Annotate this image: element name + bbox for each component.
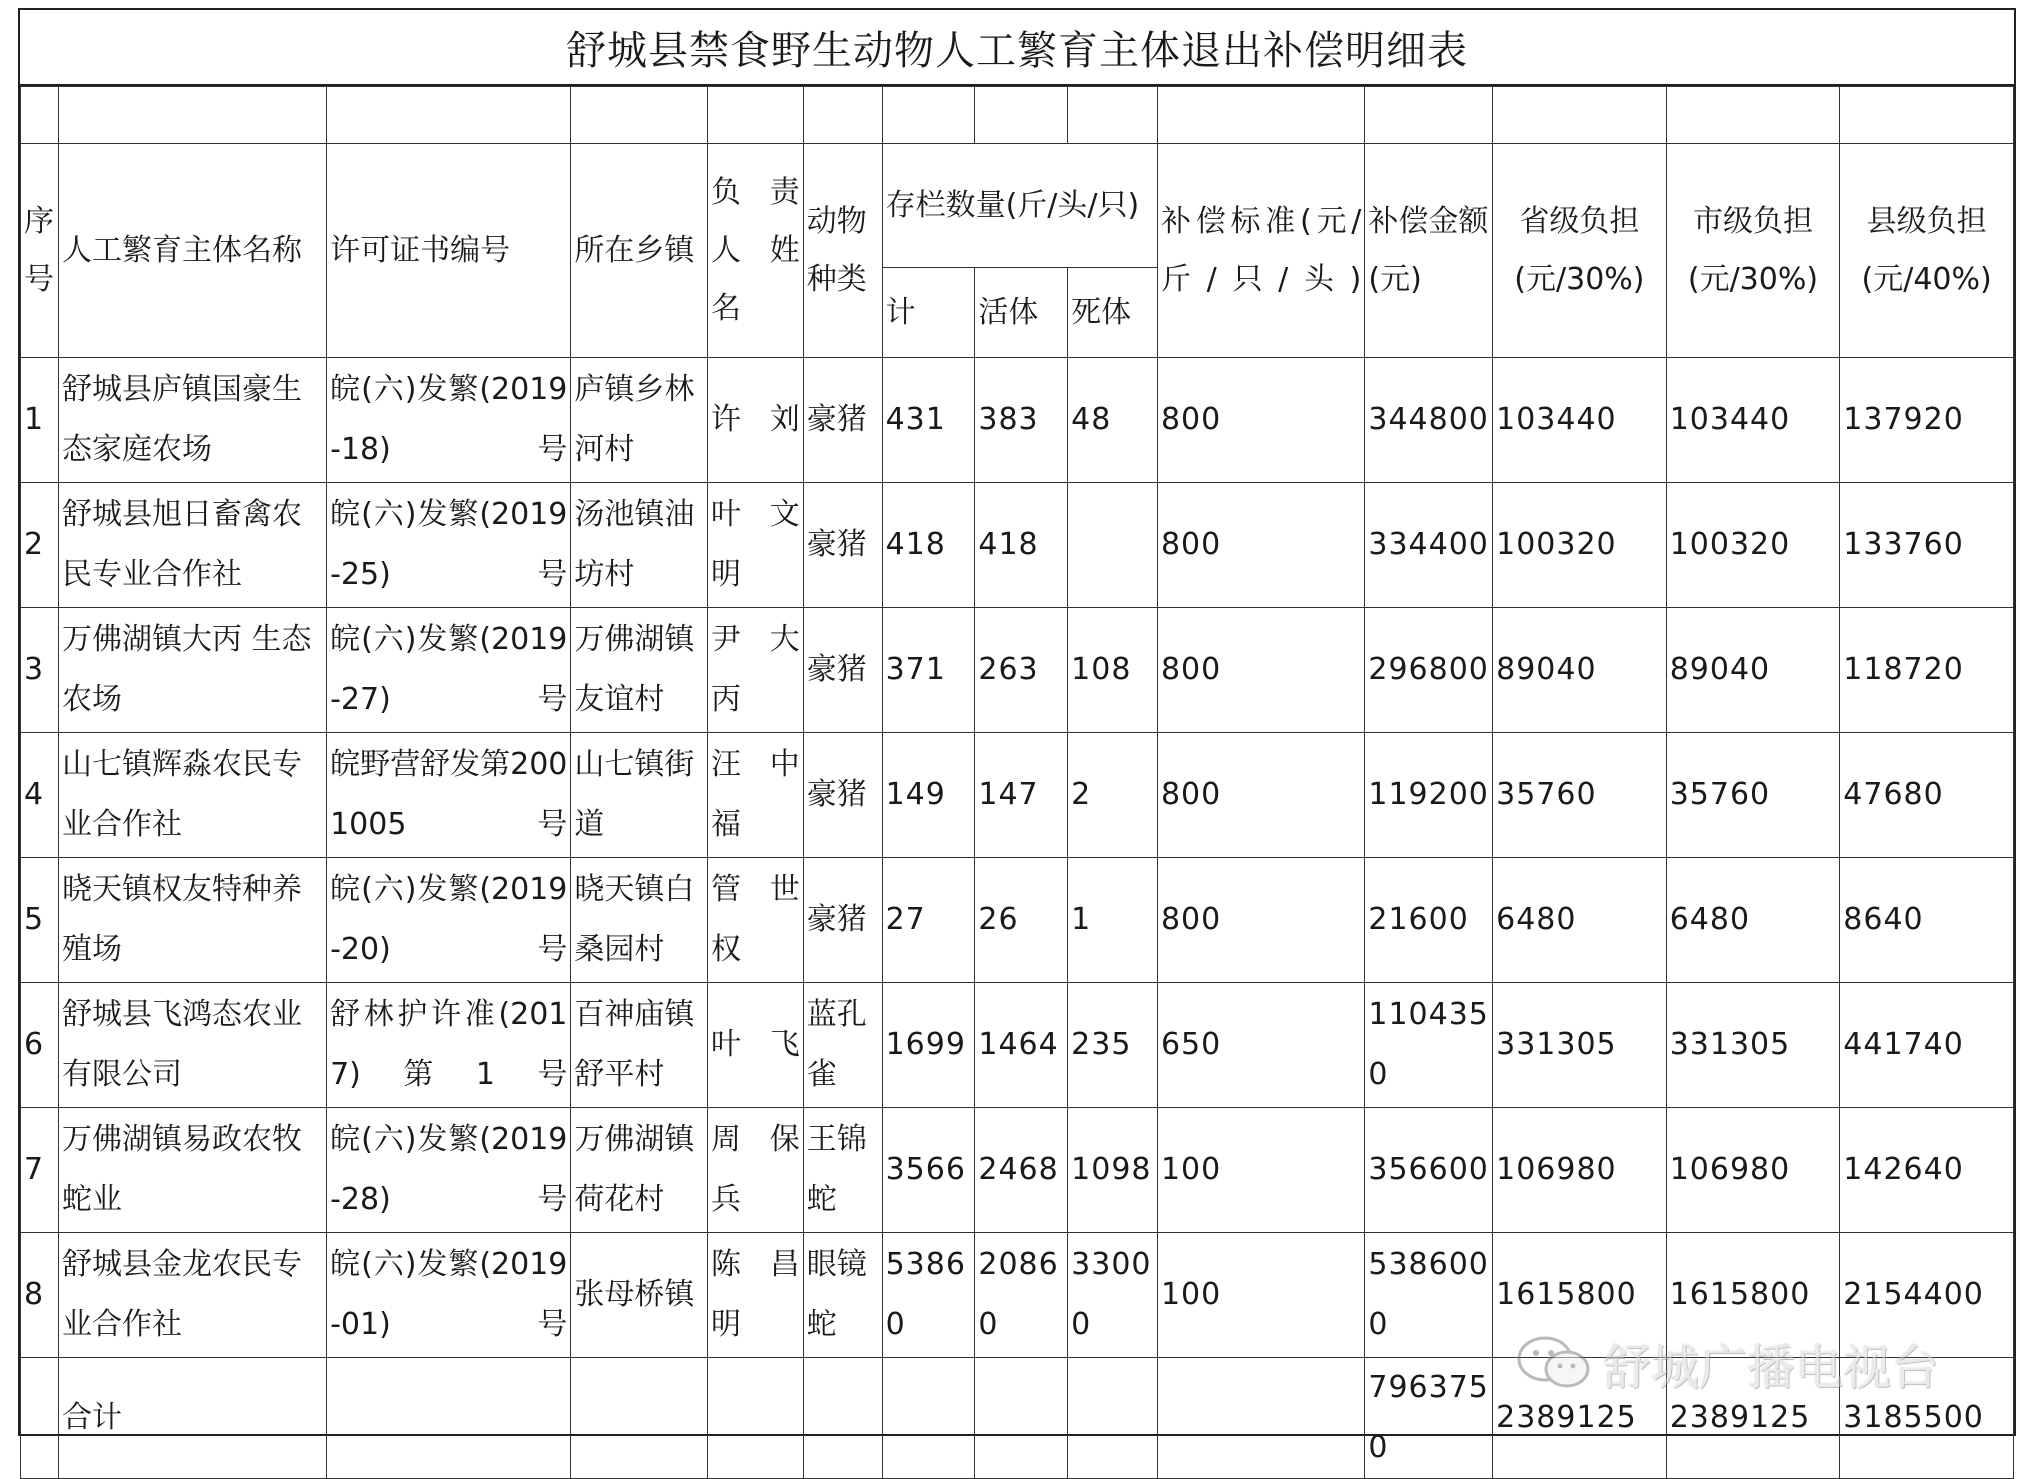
header-person: 负责人姓名 — [708, 144, 804, 358]
cell-dead: 2 — [1068, 733, 1158, 858]
cell-alive: 147 — [975, 733, 1068, 858]
header-seq: 序号 — [21, 144, 59, 358]
cell-species: 豪猪 — [803, 608, 882, 733]
cell-standard: 100 — [1157, 1108, 1364, 1233]
header-alive: 活体 — [975, 268, 1068, 358]
cell-prov: 89040 — [1493, 608, 1667, 733]
cell-person: 叶飞 — [708, 983, 804, 1108]
cell-seq: 7 — [21, 1108, 59, 1233]
cell-seq: 3 — [21, 608, 59, 733]
cell-name: 舒城县飞鸿态农业有限公司 — [58, 983, 326, 1108]
cell-county: 137920 — [1840, 358, 2014, 483]
cell-seq: 8 — [21, 1233, 59, 1358]
cell-species: 眼镜蛇 — [803, 1233, 882, 1358]
cell-amount: 119200 — [1365, 733, 1493, 858]
cell-city: 331305 — [1666, 983, 1840, 1108]
cell-amount: 1104350 — [1365, 983, 1493, 1108]
cell-standard: 800 — [1157, 483, 1364, 608]
header-city: 市级负担(元/30%) — [1666, 144, 1840, 358]
cell-license: 皖(六)发繁(2019-01)号 — [327, 1233, 571, 1358]
cell-name: 舒城县金龙农民专业合作社 — [58, 1233, 326, 1358]
cell-city: 6480 — [1666, 858, 1840, 983]
cell-seq: 4 — [21, 733, 59, 858]
cell-person: 管世权 — [708, 858, 804, 983]
cell-town: 庐镇乡林河村 — [571, 358, 708, 483]
cell-county: 441740 — [1840, 983, 2014, 1108]
blank-row — [21, 87, 2014, 144]
cell-license: 皖(六)发繁(2019-18)号 — [327, 358, 571, 483]
cell-prov: 103440 — [1493, 358, 1667, 483]
cell-county: 133760 — [1840, 483, 2014, 608]
cell-name: 舒城县庐镇国豪生态家庭农场 — [58, 358, 326, 483]
cell-alive: 383 — [975, 358, 1068, 483]
cell-county: 118720 — [1840, 608, 2014, 733]
header-total: 计 — [882, 268, 975, 358]
document-page — [18, 8, 2016, 1465]
table-row — [21, 483, 2014, 608]
cell-town: 汤池镇油坊村 — [571, 483, 708, 608]
header-row-1 — [21, 144, 2014, 268]
cell-prov: 1615800 — [1493, 1233, 1667, 1358]
cell-alive: 418 — [975, 483, 1068, 608]
cell-prov: 106980 — [1493, 1108, 1667, 1233]
header-county: 县级负担(元/40%) — [1840, 144, 2014, 358]
cell-amount: 296800 — [1365, 608, 1493, 733]
cell-town: 山七镇街道 — [571, 733, 708, 858]
cell-seq: 1 — [21, 358, 59, 483]
cell-amount: 21600 — [1365, 858, 1493, 983]
header-dead: 死体 — [1068, 268, 1158, 358]
cell-species: 蓝孔雀 — [803, 983, 882, 1108]
cell-total: 1699 — [882, 983, 975, 1108]
cell-person: 汪中福 — [708, 733, 804, 858]
cell-prov: 331305 — [1493, 983, 1667, 1108]
cell-person: 叶文明 — [708, 483, 804, 608]
header-license: 许可证书编号 — [327, 144, 571, 358]
table-row — [21, 608, 2014, 733]
cell-total: 27 — [882, 858, 975, 983]
cell-species: 豪猪 — [803, 358, 882, 483]
cell-prov: 6480 — [1493, 858, 1667, 983]
cell-dead: 33000 — [1068, 1233, 1158, 1358]
cell-county: 2154400 — [1840, 1233, 2014, 1358]
cell-city: 106980 — [1666, 1108, 1840, 1233]
cell-standard: 800 — [1157, 733, 1364, 858]
total-county: 3185500 — [1840, 1358, 2014, 1479]
cell-total: 371 — [882, 608, 975, 733]
table-row — [21, 983, 2014, 1108]
header-name: 人工繁育主体名称 — [58, 144, 326, 358]
header-town: 所在乡镇 — [571, 144, 708, 358]
cell-town: 张母桥镇 — [571, 1233, 708, 1358]
cell-standard: 800 — [1157, 608, 1364, 733]
cell-seq: 2 — [21, 483, 59, 608]
cell-person: 周保兵 — [708, 1108, 804, 1233]
cell-town: 万佛湖镇荷花村 — [571, 1108, 708, 1233]
cell-seq: 5 — [21, 858, 59, 983]
total-city: 2389125 — [1666, 1358, 1840, 1479]
cell-alive: 2468 — [975, 1108, 1068, 1233]
cell-town: 百神庙镇舒平村 — [571, 983, 708, 1108]
cell-dead: 1098 — [1068, 1108, 1158, 1233]
table-row — [21, 1233, 2014, 1358]
table-title: 舒城县禁食野生动物人工繁育主体退出补偿明细表 — [20, 10, 2014, 86]
cell-standard: 800 — [1157, 358, 1364, 483]
cell-city: 35760 — [1666, 733, 1840, 858]
cell-name: 山七镇辉淼农民专业合作社 — [58, 733, 326, 858]
cell-seq: 6 — [21, 983, 59, 1108]
cell-alive: 26 — [975, 858, 1068, 983]
header-standard: 补偿标准(元/斤/只/头) — [1157, 144, 1364, 358]
total-row — [21, 1358, 2014, 1479]
cell-town: 晓天镇白桑园村 — [571, 858, 708, 983]
cell-city: 1615800 — [1666, 1233, 1840, 1358]
header-species: 动物种类 — [803, 144, 882, 358]
cell-city: 100320 — [1666, 483, 1840, 608]
compensation-table — [20, 86, 2014, 1479]
cell-amount: 356600 — [1365, 1108, 1493, 1233]
cell-dead: 235 — [1068, 983, 1158, 1108]
table-row — [21, 858, 2014, 983]
cell-amount: 334400 — [1365, 483, 1493, 608]
cell-county: 8640 — [1840, 858, 2014, 983]
table-row — [21, 733, 2014, 858]
cell-name: 晓天镇权友特种养殖场 — [58, 858, 326, 983]
cell-total: 431 — [882, 358, 975, 483]
header-prov: 省级负担(元/30%) — [1493, 144, 1667, 358]
cell-city: 89040 — [1666, 608, 1840, 733]
cell-person: 尹大丙 — [708, 608, 804, 733]
cell-license: 皖(六)发繁(2019-27)号 — [327, 608, 571, 733]
cell-license: 皖(六)发繁(2019-20)号 — [327, 858, 571, 983]
cell-city: 103440 — [1666, 358, 1840, 483]
cell-dead: 1 — [1068, 858, 1158, 983]
cell-dead: 108 — [1068, 608, 1158, 733]
cell-license: 皖(六)发繁(2019-28)号 — [327, 1108, 571, 1233]
cell-total: 418 — [882, 483, 975, 608]
total-label: 合计 — [58, 1358, 326, 1479]
cell-species: 豪猪 — [803, 733, 882, 858]
cell-county: 142640 — [1840, 1108, 2014, 1233]
total-prov: 2389125 — [1493, 1358, 1667, 1479]
cell-dead — [1068, 483, 1158, 608]
cell-amount: 344800 — [1365, 358, 1493, 483]
cell-alive: 263 — [975, 608, 1068, 733]
cell-standard: 100 — [1157, 1233, 1364, 1358]
cell-dead: 48 — [1068, 358, 1158, 483]
cell-species: 王锦蛇 — [803, 1108, 882, 1233]
cell-prov: 100320 — [1493, 483, 1667, 608]
cell-species: 豪猪 — [803, 483, 882, 608]
header-stock: 存栏数量(斤/头/只) — [882, 144, 1157, 268]
cell-alive: 20860 — [975, 1233, 1068, 1358]
cell-license: 舒林护许准(2017)第1号 — [327, 983, 571, 1108]
cell-amount: 5386000 — [1365, 1233, 1493, 1358]
table-row — [21, 358, 2014, 483]
cell-standard: 800 — [1157, 858, 1364, 983]
cell-total: 149 — [882, 733, 975, 858]
cell-name: 舒城县旭日畜禽农民专业合作社 — [58, 483, 326, 608]
header-amount: 补偿金额(元) — [1365, 144, 1493, 358]
cell-person: 许刘 — [708, 358, 804, 483]
cell-species: 豪猪 — [803, 858, 882, 983]
cell-total: 3566 — [882, 1108, 975, 1233]
cell-alive: 1464 — [975, 983, 1068, 1108]
cell-name: 万佛湖镇大丙 生态农场 — [58, 608, 326, 733]
cell-total: 53860 — [882, 1233, 975, 1358]
cell-name: 万佛湖镇易政农牧蛇业 — [58, 1108, 326, 1233]
cell-license: 皖野营舒发第2001005号 — [327, 733, 571, 858]
cell-prov: 35760 — [1493, 733, 1667, 858]
cell-county: 47680 — [1840, 733, 2014, 858]
cell-person: 陈昌明 — [708, 1233, 804, 1358]
watermark-text: 舒城广播电视台 — [1603, 1339, 1940, 1396]
table-row — [21, 1108, 2014, 1233]
cell-license: 皖(六)发繁(2019-25)号 — [327, 483, 571, 608]
cell-town: 万佛湖镇友谊村 — [571, 608, 708, 733]
total-amount: 7963750 — [1365, 1358, 1493, 1479]
cell-standard: 650 — [1157, 983, 1364, 1108]
